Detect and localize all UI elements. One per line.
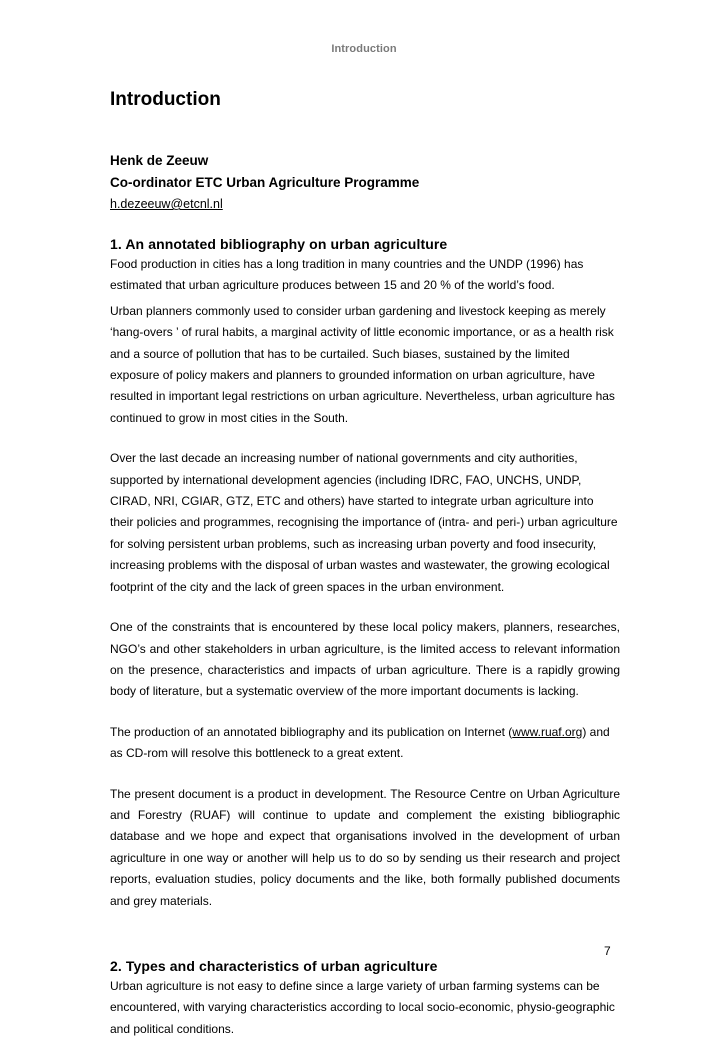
paragraph-5-text-after: ) and as CD-rom will resolve this bottleneck to a great extent. [110, 724, 610, 761]
section-1-paragraph-5 [110, 722, 620, 765]
author-role: Co-ordinator ETC Urban Agriculture Programme [110, 175, 420, 190]
section-1-paragraph-2: Urban planners commonly used to consider urban gardening and livestock keeping as merely ‘hang-overs ’ of rural habits, a marginal activity of little economic importance, or as a health risk and a source of pollution that has to be curtailed. Such biases, sustained by the limited exposure of policy makers and planners to grounded information on urban agriculture, have resulted in important legal restrictions on urban agriculture. Nevertheless, urban agriculture has continued to grow in most cities in the South. [110, 303, 615, 425]
section-2-paragraph-1: Urban agriculture is not easy to define since a large variety of urban farming systems can be encountered, with varying characteristics according to local socio-economic, physio-geographic and political conditions. [110, 978, 615, 1036]
section-2-heading: 2. Types and characteristics of urban agriculture [110, 957, 438, 974]
page-number: 7 [604, 944, 611, 958]
author-block [110, 150, 620, 214]
ruaf-website-link[interactable]: www.ruaf.org [512, 724, 583, 739]
section-1-paragraph-4: One of the constraints that is encountered by these local policy makers, planners, researches, NGO’s and other stakeholders in urban agriculture, is the limited access to relevant information on the presence, characteristics and impacts of urban agriculture. There is a rapidly growing body of literature, but a systematic overview of the more important documents is lacking. [110, 620, 620, 699]
page-content [110, 86, 620, 1040]
page-title: Introduction [110, 89, 221, 110]
section-1-paragraph-1: Food production in cities has a long tradition in many countries and the UNDP (1996) has estimated that urban agriculture produces between 15 and 20 % of the world’s food. [110, 257, 584, 293]
section-1-paragraph-6: The present document is a product in development. The Resource Centre on Urban Agriculture and Forestry (RUAF) will continue to update and complement the existing bibliographic database and we hope and expect that organisations involved in the development of urban agriculture in one way or another will help us to do so by sending us their research and project reports, evaluation studies, policy documents and the like, both formally published documents and grey materials. [110, 786, 620, 908]
author-name: Henk de Zeeuw [110, 153, 209, 168]
section-1-paragraph-3: Over the last decade an increasing number of national governments and city authorities, supported by international development agencies (including IDRC, FAO, UNCHS, UNDP, CIRAD, NRI, CGIAR, GTZ, ETC and others) have started to integrate urban agriculture into their policies and programmes, recognising the importance of (intra- and peri-) urban agriculture for solving persistent urban problems, such as increasing urban poverty and food insecurity, increasing problems with the disposal of urban wastes and wastewater, the growing ecological footprint of the city and the lack of green spaces in the urban environment. [110, 451, 618, 594]
section-1-heading: 1. An annotated bibliography on urban agriculture [110, 236, 448, 252]
running-header: Introduction [331, 43, 397, 55]
author-email-link[interactable]: h.dezeeuw@etcnl.nl [110, 197, 223, 211]
paragraph-5-text-before: The production of an annotated bibliography and its publication on Internet ( [110, 724, 513, 739]
